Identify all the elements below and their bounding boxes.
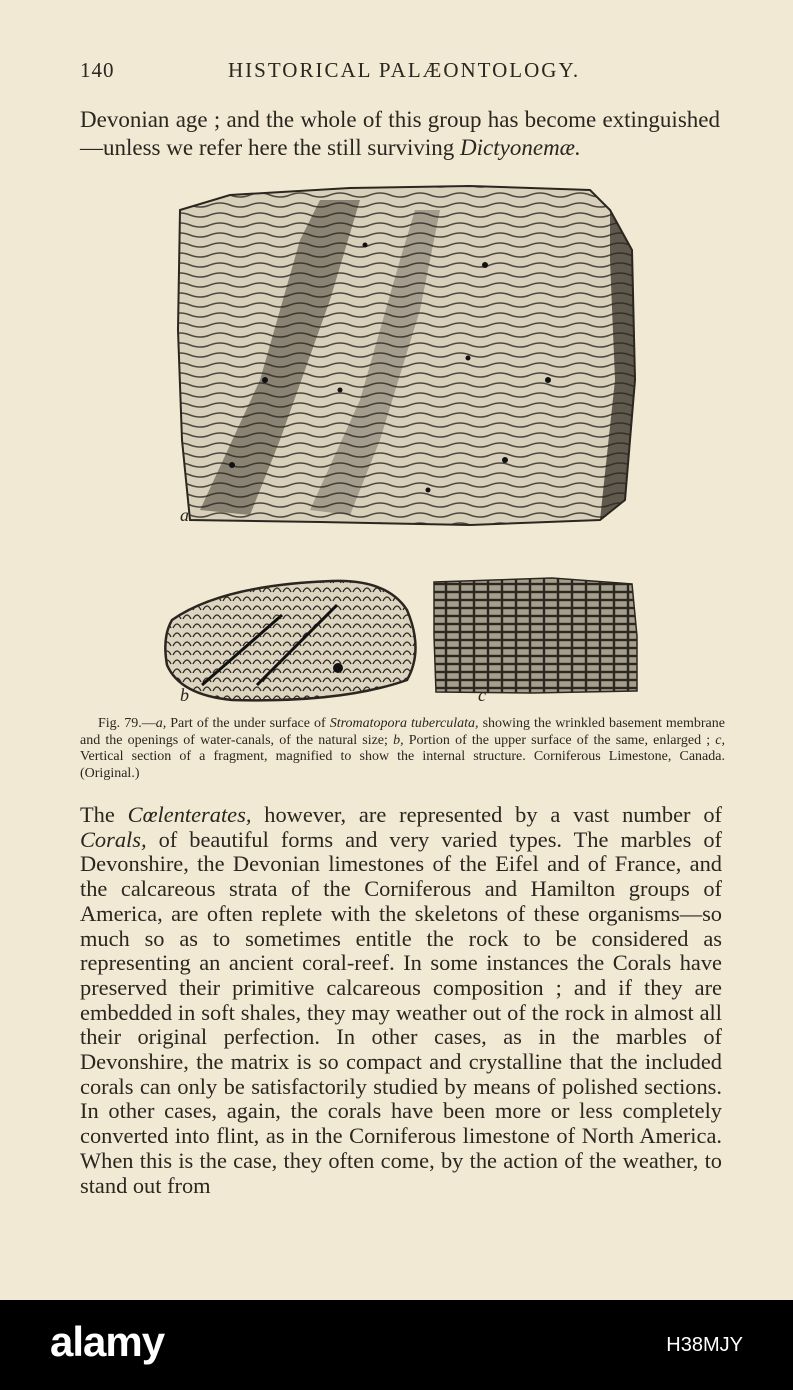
figure-caption (80, 716, 725, 782)
paragraph-text: Devonian age ; and the whole of this group has become extinguished—unless we refer here the still surviving (80, 107, 720, 160)
watermark-bar (0, 1300, 793, 1390)
caption-text-2: showing the wrinkled basement membrane and the openings of water-canals, of the natural size; (80, 716, 725, 748)
genus-name: Dictyonemæ. (460, 135, 581, 160)
caption-text-4: Vertical section of a fragment, magnified to show the internal structure. Corniferous Limestone, Canada. (Original.) (80, 749, 725, 781)
image-id: H38MJY (666, 1334, 743, 1356)
figure-a-specimen (170, 180, 640, 530)
caption-fig-number: Fig. 79.— (98, 716, 156, 731)
figure-label-a: a (180, 505, 189, 525)
figure-label-c: c (478, 685, 486, 705)
caption-label-a: a, (155, 716, 167, 731)
caption-text-1: Part of the under surface of (166, 716, 330, 731)
term-corals: Corals, (80, 826, 147, 852)
caption-label-b: b, (393, 732, 404, 748)
body-paragraph (80, 803, 722, 1198)
figure-b-specimen (162, 575, 424, 705)
caption-text-3: Portion of the upper surface of the same, enlarged ; (403, 732, 716, 748)
page-number: 140 (80, 58, 115, 82)
figure-c-specimen (432, 576, 640, 696)
para-lead: The (80, 802, 128, 827)
term-coelenterates: Cœlenterates, (127, 802, 252, 827)
para-text-2: of beautiful forms and very varied types. The marbles of Devonshire, the Devonian limestones of the Eifel and of France, and the calcareous strata of the Corniferous and Hamilton groups of America, are often replete with the skeletons of these organisms—so much so as to sometimes entitle the rock to be considered as representing an ancient coral-reef. In some instances the Corals have preserved their primitive calcareous composition ; and if they are embedded in soft shales, they may weather out of the rock in almost all their original perfection. In other cases, as in the marbles of Devonshire, the matrix is so compact and crystalline that the included corals can only be satisfactorily studied by means of polished sections. In other cases, again, the corals have been more or less completely converted into flint, as in the Corniferous limestone of North America. When this is the case, they often come, by the action of the weather, to stand out from (80, 826, 722, 1198)
paragraph-continuation (80, 106, 720, 162)
caption-species: Stromatopora tuberculata, (329, 716, 479, 731)
running-title: HISTORICAL PALÆONTOLOGY. (228, 58, 581, 82)
watermark-logo: alamy (50, 1318, 165, 1365)
caption-label-c: c, (715, 732, 725, 748)
figure-label-b: b (180, 685, 189, 705)
para-text-1: however, are represented by a vast number of (251, 802, 722, 827)
